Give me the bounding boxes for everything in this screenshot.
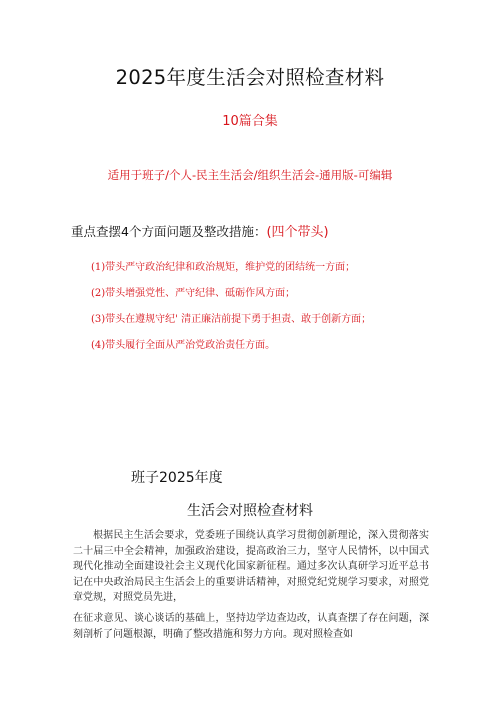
section-title: 班子2025年度 bbox=[131, 470, 223, 486]
focus-item: (4)带头履行全面从严治党政治责任方面。 bbox=[91, 340, 276, 351]
body-paragraph: 根据民主生活会要求，党委班子围绕认真学习贯彻创新理论，深入贯彻落实二十届三中全会精神，加强政治建设，提高政治三力，坚守人民情怀，以中国式现代化推动全面建设社会主义现代化国家新征程。通过多次认真研学习近平总书记在中央政治局民主生活会上的重要讲话精神，对照党纪党规学习要求，对照党章党规，对照党员先进， bbox=[73, 530, 429, 603]
body-paragraph: 在征求意见、谈心谈话的基础上，坚持边学边查边改，认真查摆了存在问题，深刻剖析了问题根源，明确了整改措施和努力方向。现对照检查如 bbox=[73, 613, 429, 640]
collection-subtitle: 10篇合集 bbox=[222, 114, 278, 129]
focus-heading-text: 重点查摆4个方面问题及整改措施： bbox=[71, 224, 267, 239]
applicability-line: 适用于班子/个人-民主生活会/组织生活会-通用版-可编辑 bbox=[107, 168, 393, 182]
section-subtitle: 生活会对照检查材料 bbox=[187, 503, 313, 519]
focus-heading-tag: (四个带头) bbox=[266, 225, 329, 240]
focus-item: (1)带头严守政治纪律和政治规矩，维护党的团结统一方面； bbox=[91, 262, 356, 273]
document-title: 2025年度生活会对照检查材料 bbox=[115, 66, 385, 89]
focus-item: (3)带头在遵规守纪' 清正廉洁前提下勇于担责、敢于创新方面； bbox=[91, 314, 372, 325]
focus-heading bbox=[71, 221, 329, 240]
focus-item: (2)带头增强党性、严守纪律、砥砺作风方面； bbox=[91, 288, 296, 299]
